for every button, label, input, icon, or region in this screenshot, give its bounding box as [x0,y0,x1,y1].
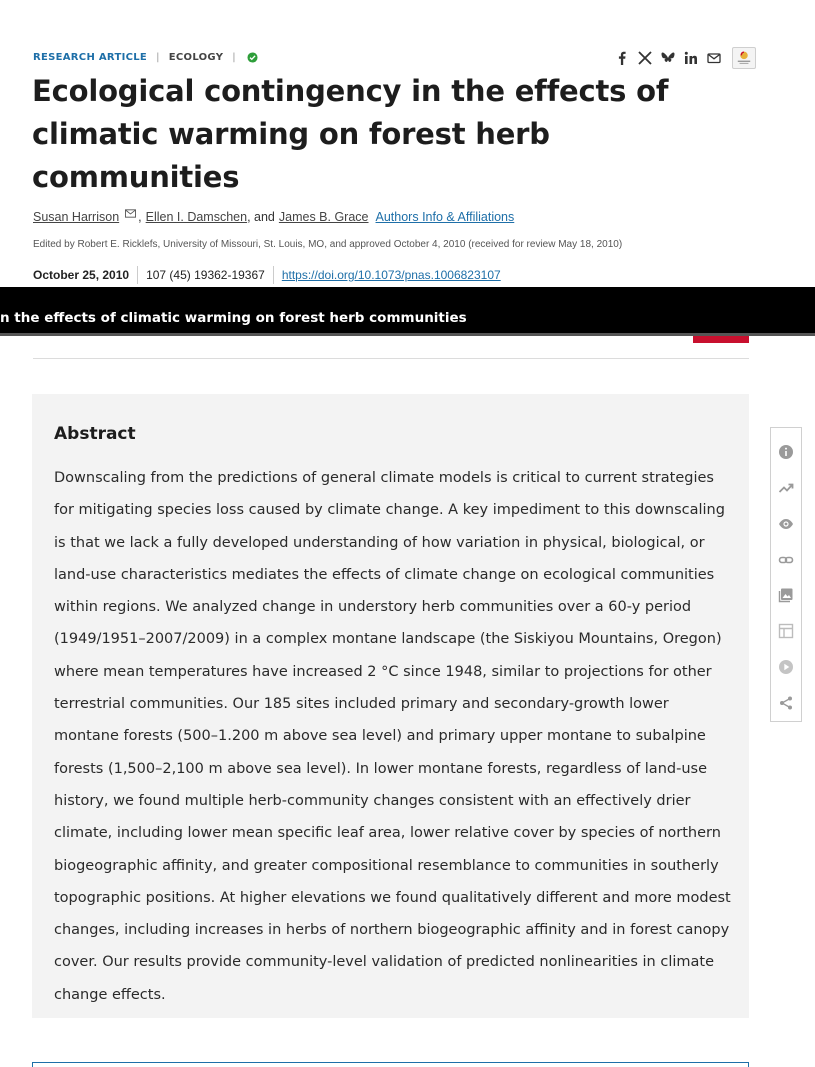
abstract-section [32,394,749,1018]
meta-separator: | [232,51,236,63]
author-separator: , [138,209,142,224]
abstract-heading: Abstract [54,424,136,444]
author-list [33,209,514,224]
pdf-button[interactable] [693,336,749,343]
trending-icon[interactable] [771,470,801,506]
sticky-article-header [0,287,815,333]
author-link[interactable]: James B. Grace [278,209,369,224]
table-icon[interactable] [771,613,801,649]
divider [137,266,138,284]
authors-info-affiliations-link[interactable]: Authors Info & Affiliations [375,209,515,224]
email-icon[interactable] [706,50,722,66]
linkedin-icon[interactable] [683,50,699,66]
share-toolbar [614,47,756,69]
next-section-box [32,1062,749,1067]
eye-icon[interactable] [771,506,801,542]
corresponding-author-email-icon[interactable] [125,209,136,218]
citation-volume-pages: 107 (45) 19362-19367 [146,268,265,282]
article-tools-rail [770,427,802,722]
article-meta [33,50,258,64]
sticky-article-title: n the effects of climatic warming on forest herb communities [0,310,467,326]
divider [273,266,274,284]
link-icon[interactable] [771,542,801,578]
article-category[interactable]: ECOLOGY [168,51,224,63]
facebook-icon[interactable] [614,50,630,66]
bluesky-icon[interactable] [660,50,676,66]
divider [33,358,749,359]
article-title: Ecological contingency in the effects of climatic warming on forest herb communities [32,74,669,194]
author-separator: , and [247,209,275,224]
info-icon[interactable] [771,434,801,470]
author-link[interactable]: Susan Harrison [33,209,120,224]
x-icon[interactable] [637,50,653,66]
abstract-text: Downscaling from the predictions of general climate models is critical to current strategies for mitigating species loss caused by climate change. A key impediment to this downscaling is that we lack a fully developed understanding of how variation in physical, biological, or land-use characteristics mediates the effects of climate change on ecological communities within regions. We analyzed change in understory herb communities over a 60-y period (1949/1951–2007/2009) in a complex montane landscape (the Siskiyou Mountains, Oregon) where mean temperatures have increased 2 °C since 1948, similar to projections for other terrestrial communities. Our 185 sites included primary and secondary-growth lower montane forests (500–1.200 m above sea level) and primary upper montane to subalpine forests (1,500–2,100 m above sea level). In lower montane forests, regardless of land-use history, we found multiple herb-community changes consistent with an effectively drier climate, including lower mean specific leaf area, lower relative cover by species of northern biogeographic affinity, and greater compositional resemblance to communities in southerly topographic positions. At higher elevations we found qualitatively different and more modest changes, including increases in herbs of northern biogeographic affinity and in forest canopy cover. Our results provide community-level validation of predicted nonlinearities in climate change effects. [54,470,731,1003]
doi-link[interactable]: https://doi.org/10.1073/pnas.1006823107 [281,268,501,282]
open-access-check-icon [247,52,258,63]
publication-date: October 25, 2010 [33,268,130,282]
image-icon[interactable] [771,578,801,614]
check-for-updates-icon[interactable] [732,47,756,69]
edited-by: Edited by Robert E. Ricklefs, University of Missouri, St. Louis, MO, and approved October 4, 2010 (received for review May 18, 2010) [33,239,623,250]
play-icon[interactable] [771,649,801,685]
meta-separator: | [156,51,160,63]
share-icon[interactable] [771,685,801,721]
publication-info [33,266,501,284]
article-type[interactable]: RESEARCH ARTICLE [33,51,148,63]
author-link[interactable]: Ellen I. Damschen [145,209,248,224]
